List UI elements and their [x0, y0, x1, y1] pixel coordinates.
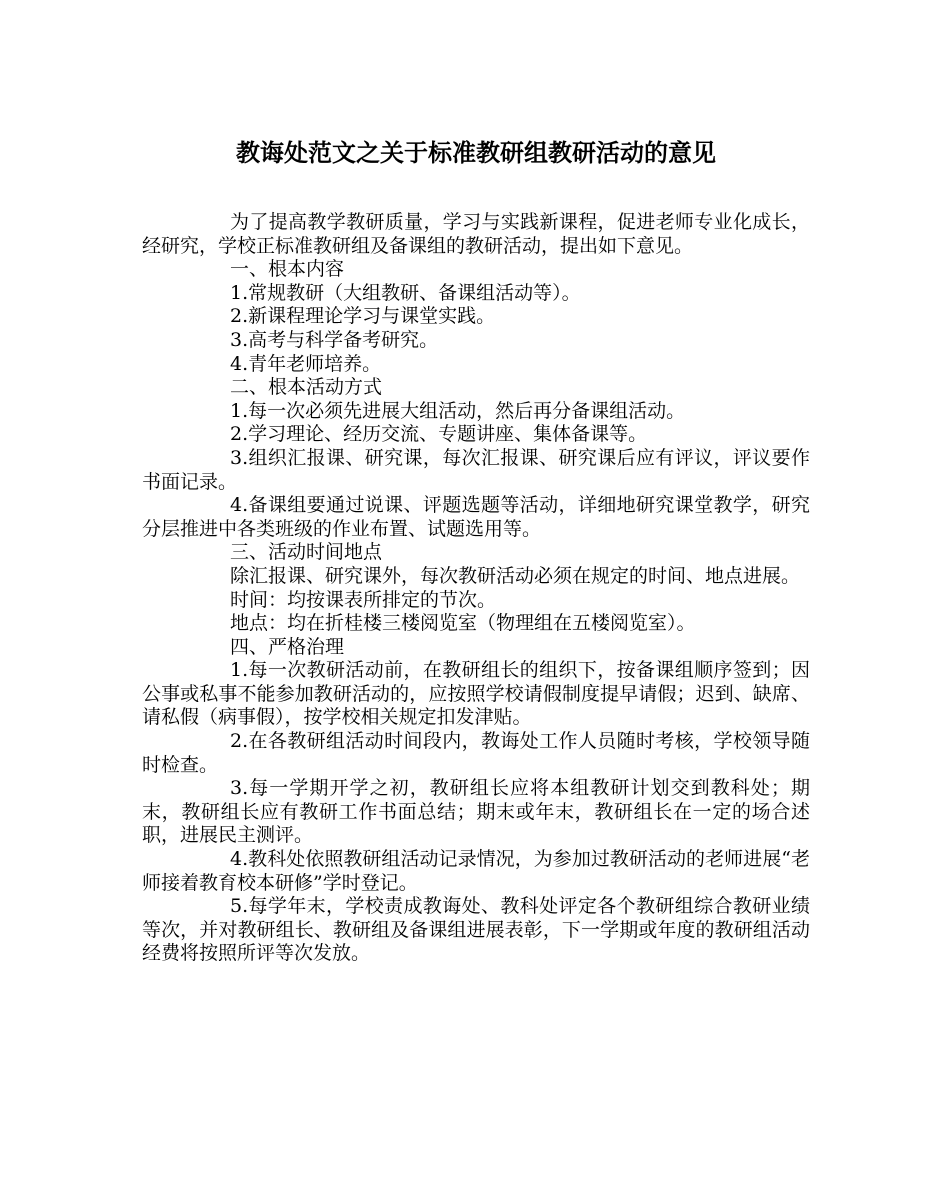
document-title: 教诲处范文之关于标准教研组教研活动的意见 [236, 138, 716, 167]
list-item: 4.备课组要通过说课、评题选题等活动，详细地研究课堂教学，研究分层推进中各类班级的作业布置、试题选用等。 [142, 494, 810, 540]
paragraph: 除汇报课、研究课外，每次教研活动必须在规定的时间、地点进展。 [230, 564, 801, 587]
list-item: 2.新课程理论学习与课堂实践。 [230, 305, 496, 328]
list-item: 3.组织汇报课、研究课，每次汇报课、研究课后应有评议，评议要作书面记录。 [142, 446, 810, 493]
paragraph-location: 地点：均在折桂楼三楼阅览室（物理组在五楼阅览室）。 [230, 612, 696, 635]
section-heading-1: 一、根本内容 [230, 258, 345, 281]
section-heading-2: 二、根本活动方式 [230, 376, 383, 399]
list-item: 2.学习理论、经历交流、专题讲座、集体备课等。 [230, 423, 648, 446]
paragraph-time: 时间：均按课表所排定的节次。 [230, 588, 497, 611]
list-item: 5.每学年末，学校责成教诲处、教科处评定各个教研组综合教研业绩等次，并对教研组长、教研组及备课组进展表彰，下一学期或年度的教研组活动经费将按照所评等次发放。 [142, 895, 810, 965]
list-item: 1.每一次必须先进展大组活动，然后再分备课组活动。 [230, 399, 686, 422]
list-item: 4.教科处依照教研组活动记录情况，为参加过教研活动的老师进展“老师接着教育校本研修”学时登记。 [142, 848, 810, 894]
list-item: 3.每一学期开学之初，教研组长应将本组教研计划交到教科处；期末，教研组长应有教研工作书面总结；期末或年末，教研组长在一定的场合述职，进展民主测评。 [142, 777, 810, 847]
list-item: 4.青年老师培养。 [230, 352, 382, 375]
list-item: 1.常规教研（大组教研、备课组活动等）。 [230, 281, 581, 304]
paragraph-intro: 为了提高教学教研质量，学习与实践新课程，促进老师专业化成长，经研究，学校正标准教研组及备课组的教研活动，提出如下意见。 [142, 211, 810, 257]
list-item: 3.高考与科学备考研究。 [230, 328, 439, 351]
section-heading-3: 三、活动时间地点 [230, 541, 383, 564]
document-body [142, 211, 810, 966]
list-item: 1.每一次教研活动前，在教研组长的组织下，按备课组顺序签到；因公事或私事不能参加教研活动的，应按照学校请假制度提早请假；迟到、缺席、请私假（病事假），按学校相关规定扣发津贴。 [142, 659, 810, 729]
section-heading-4: 四、严格治理 [230, 635, 345, 658]
document-page [142, 0, 810, 966]
list-item: 2.在各教研组活动时间段内，教诲处工作人员随时考核，学校领导随时检查。 [142, 730, 810, 776]
